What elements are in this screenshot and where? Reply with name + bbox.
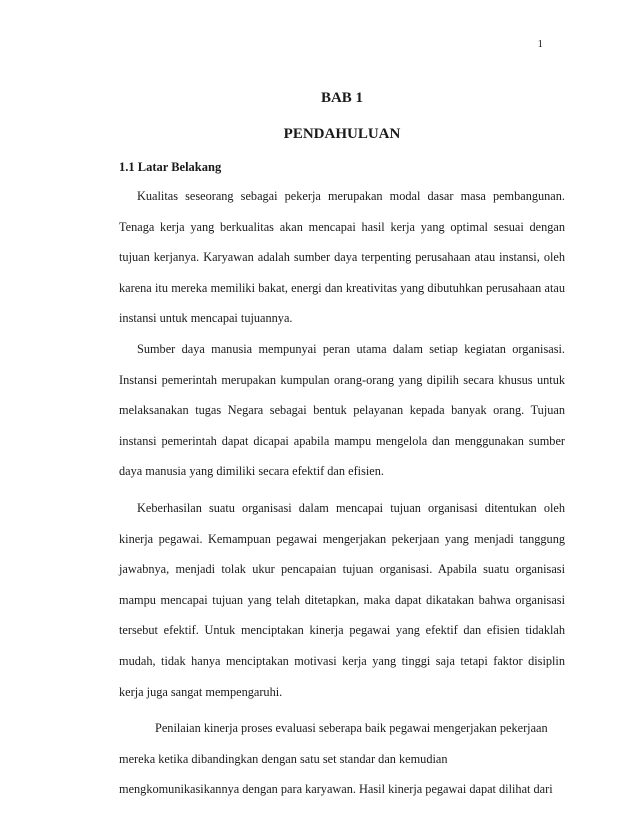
- paragraph-3: Keberhasilan suatu organisasi dalam mencapai tujuan organisasi ditentukan oleh kinerja pegawai. Kemampuan pegawai mengerjakan pekerjaan yang menjadi tanggung jawabnya, menjadi tolak ukur pencapaian tujuan organisasi. Apabila suatu organisasi mampu mencapai tujuan yang telah ditetapkan, maka dapat dikatakan bahwa organisasi tersebut efektif. Untuk menciptakan kinerja pegawai yang efektif dan efisien tidaklah mudah, tidak hanya menciptakan motivasi kerja yang tinggi saja tetapi faktor disiplin kerja juga sangat mempengaruhi.: [119, 500, 565, 699]
- paragraph-4: Penilaian kinerja proses evaluasi seberapa baik pegawai mengerjakan pekerjaan mereka ketika dibandingkan dengan satu set standar dan kemudian mengkomunikasikannya dengan para karyawan. Hasil kinerja pegawai dapat dilihat dari: [119, 721, 553, 797]
- chapter-title: BAB 1: [320, 90, 364, 106]
- document-body: [119, 88, 565, 805]
- chapter-subtitle: PENDAHULUAN: [283, 126, 401, 142]
- page-number: 1: [537, 38, 543, 50]
- section-heading: 1.1 Latar Belakang: [119, 160, 222, 174]
- paragraph-2: Sumber daya manusia mempunyai peran utama dalam setiap kegiatan organisasi. Instansi pemerintah merupakan kumpulan orang-orang yang dipilih secara khusus untuk melaksanakan tugas Negara sebagai bentuk pelayanan kepada banyak orang. Tujuan instansi pemerintah dapat dicapai apabila mampu mengelola dan menggunakan sumber daya manusia yang dimiliki secara efektif dan efisien.: [119, 341, 565, 479]
- paragraph-1: Kualitas seseorang sebagai pekerja merupakan modal dasar masa pembangunan. Tenaga kerja yang berkualitas akan mencapai hasil kerja yang optimal sesuai dengan tujuan kerjanya. Karyawan adalah sumber daya terpenting perusahaan atau instansi, oleh karena itu mereka memiliki bakat, energi dan kreativitas yang dibutuhkan perusahaan atau instansi untuk mencapai tujuannya.: [119, 189, 565, 326]
